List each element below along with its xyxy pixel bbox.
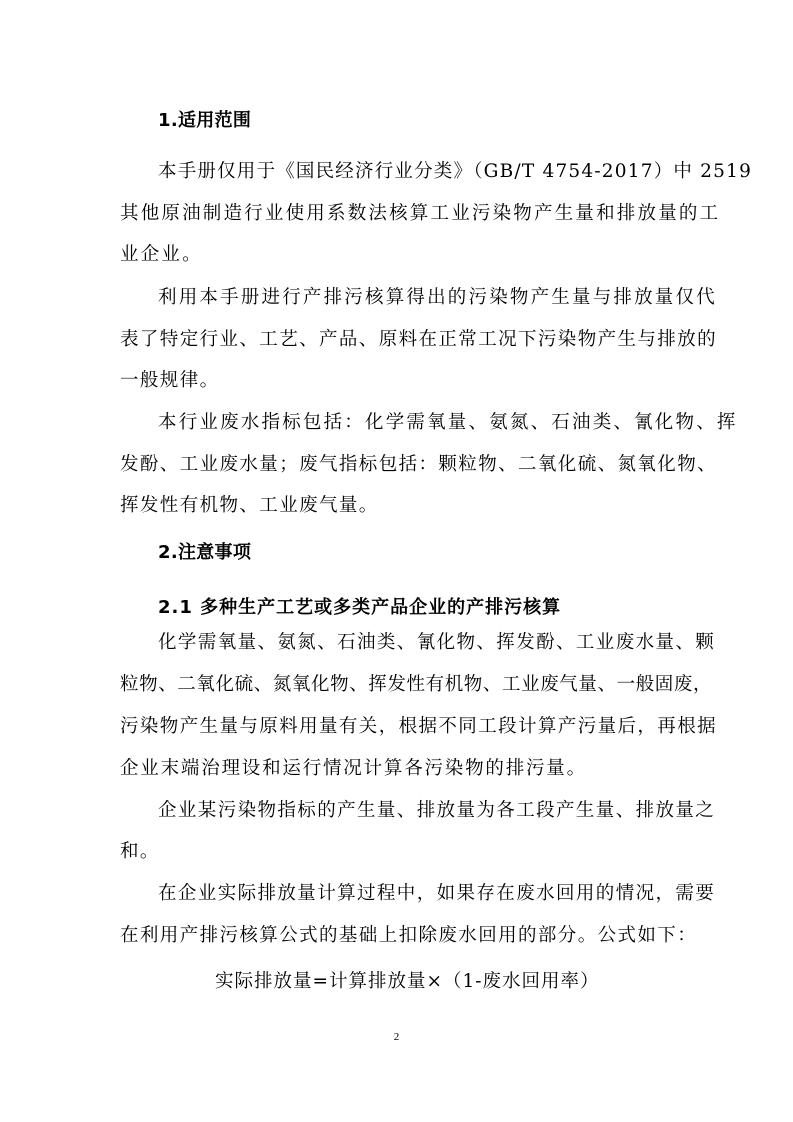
paragraph-2-line-1: 利用本手册进行产排污核算得出的污染物产生量与排放量仅代 — [158, 287, 717, 308]
paragraph-2-line-2: 表了特定行业、工艺、产品、原料在正常工况下污染物产生与排放的 — [120, 329, 718, 350]
paragraph-6-line-1: 在企业实际排放量计算过程中，如果存在废水回用的情况，需要 — [158, 883, 716, 904]
paragraph-3-line-1: 本行业废水指标包括：化学需氧量、氨氮、石油类、氰化物、挥 — [158, 412, 738, 433]
subsection-2-1-heading: 2.1 多种生产工艺或多类产品企业的产排污核算 — [158, 597, 562, 618]
section-2-heading: 2.注意事项 — [158, 542, 252, 563]
paragraph-1-line-3: 业企业。 — [120, 244, 203, 265]
paragraph-2-line-3: 一般规律。 — [120, 370, 220, 391]
paragraph-5-line-1: 企业某污染物指标的产生量、排放量为各工段产生量、排放量之 — [158, 800, 716, 821]
paragraph-6-line-2: 在利用产排污核算公式的基础上扣除废水回用的部分。公式如下： — [120, 925, 698, 946]
paragraph-4-line-3: 污染物产生量与原料用量有关，根据不同工段计算产污量后，再根据 — [120, 716, 718, 737]
paragraph-4-line-1: 化学需氧量、氨氮、石油类、氰化物、挥发酚、工业废水量、颗 — [158, 632, 716, 653]
paragraph-1-line-2: 其他原油制造行业使用系数法核算工业污染物产生量和排放量的工 — [120, 203, 721, 224]
paragraph-1-line-1: 本手册仅用于《国民经济行业分类》（GB/T 4754-2017）中 2519 — [158, 161, 753, 182]
paragraph-4-line-4: 企业末端治理设和运行情况计算各污染物的排污量。 — [120, 758, 587, 779]
paragraph-4-line-2: 粒物、二氧化硫、氮氧化物、挥发性有机物、工业废气量、一般固废， — [120, 674, 713, 695]
paragraph-3-line-2: 发酚、工业废水量；废气指标包括：颗粒物、二氧化硫、氮氧化物、 — [120, 454, 718, 475]
section-1-heading: 1.适用范围 — [158, 110, 252, 131]
page-number: 2 — [393, 1031, 400, 1043]
formula: 实际排放量=计算排放量×（1-废水回用率） — [215, 971, 600, 992]
paragraph-3-line-3: 挥发性有机物、工业废气量。 — [120, 495, 379, 516]
paragraph-5-line-2: 和。 — [120, 841, 160, 862]
